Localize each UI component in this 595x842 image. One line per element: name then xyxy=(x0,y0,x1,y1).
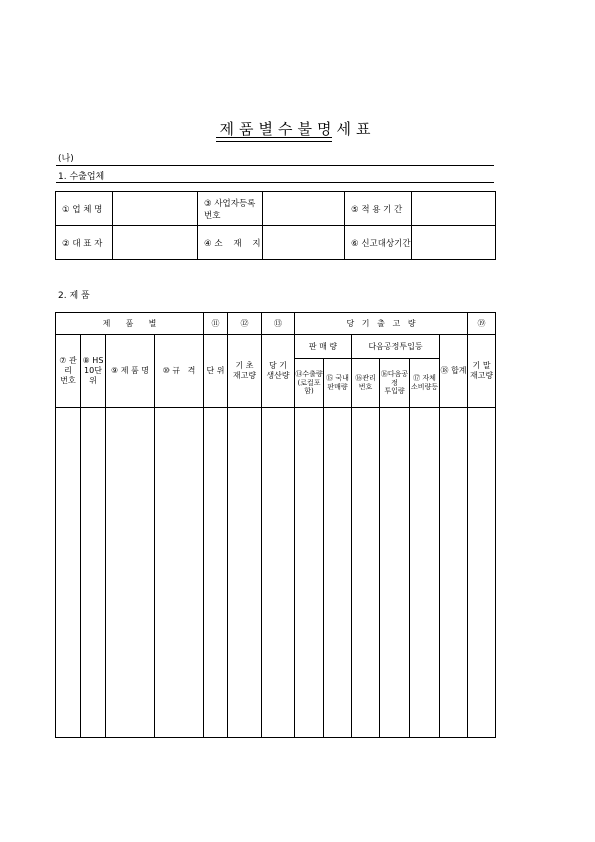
body-cell[interactable] xyxy=(81,408,106,738)
section2-heading: 2. 제 품 xyxy=(58,291,90,301)
next-input-header: ⑯다음공정 투입량 xyxy=(380,359,410,408)
header-rule xyxy=(56,165,494,166)
biz-reg-no-label: ③ 사업자등록번호 xyxy=(198,192,263,226)
body-cell[interactable] xyxy=(155,408,204,738)
product-name-header: ⑨ 제 품 명 xyxy=(106,335,155,408)
self-use-header: ⑰ 자체 소비량등 xyxy=(410,359,440,408)
product-group-header: 제 품 별 xyxy=(56,313,204,335)
address-value[interactable] xyxy=(263,226,345,260)
closing-stock-header: 기 말 재고량 xyxy=(468,335,496,408)
body-cell[interactable] xyxy=(262,408,295,738)
body-cell[interactable] xyxy=(295,408,324,738)
applicable-period-value[interactable] xyxy=(412,192,496,226)
form-label: (나) xyxy=(58,154,74,164)
outflow-group-header: 당 기 출 고 량 xyxy=(295,313,468,335)
hs-code-header: ⑧ HS 10단위 xyxy=(81,335,106,408)
product-ledger-table xyxy=(55,312,496,738)
opening-circle: ⑫ xyxy=(228,313,262,335)
company-name-label: ① 업 체 명 xyxy=(56,192,113,226)
closing-circle: ⑲ xyxy=(468,313,496,335)
body-cell[interactable] xyxy=(380,408,410,738)
total-header: ⑱ 합계 xyxy=(440,335,468,408)
section1-rule xyxy=(56,182,494,183)
representative-label: ② 대 표 자 xyxy=(56,226,113,260)
unit-header: 단 위 xyxy=(204,335,228,408)
export-header: ⑭수출량 (로컬포함) xyxy=(295,359,324,408)
company-name-value[interactable] xyxy=(113,192,198,226)
unit-circle: ⑪ xyxy=(204,313,228,335)
body-cell[interactable] xyxy=(56,408,81,738)
body-cell[interactable] xyxy=(440,408,468,738)
body-cell[interactable] xyxy=(204,408,228,738)
body-cell[interactable] xyxy=(468,408,496,738)
section1-heading: 1. 수출업체 xyxy=(58,172,105,182)
opening-stock-header: 기 초 재고량 xyxy=(228,335,262,408)
body-cell[interactable] xyxy=(228,408,262,738)
spec-header: ⑩ 규 격 xyxy=(155,335,204,408)
title-double-underline xyxy=(216,137,332,142)
sales-group-header: 판 매 량 xyxy=(295,335,352,359)
mgmt-no-header: ⑦ 관리 번호 xyxy=(56,335,81,408)
body-cell[interactable] xyxy=(410,408,440,738)
body-cell[interactable] xyxy=(324,408,352,738)
report-period-value[interactable] xyxy=(412,226,496,260)
biz-reg-no-value[interactable] xyxy=(263,192,345,226)
body-cell[interactable] xyxy=(106,408,155,738)
report-period-label: ⑥ 신고대상기간 xyxy=(345,226,412,260)
applicable-period-label: ⑤ 적 용 기 간 xyxy=(345,192,412,226)
page-title: 제품별수불명세표 xyxy=(219,120,376,138)
mgmt-no2-header: ⑯관리 번호 xyxy=(352,359,380,408)
production-circle: ⑬ xyxy=(262,313,295,335)
next-process-group-header: 다음공정투입등 xyxy=(352,335,440,359)
production-header: 당 기 생산량 xyxy=(262,335,295,408)
body-cell[interactable] xyxy=(352,408,380,738)
company-info-table xyxy=(55,191,496,260)
domestic-sales-header: ⑮ 국내 판매량 xyxy=(324,359,352,408)
representative-value[interactable] xyxy=(113,226,198,260)
table-row xyxy=(56,408,496,738)
address-label: ④ 소 재 지 xyxy=(198,226,263,260)
